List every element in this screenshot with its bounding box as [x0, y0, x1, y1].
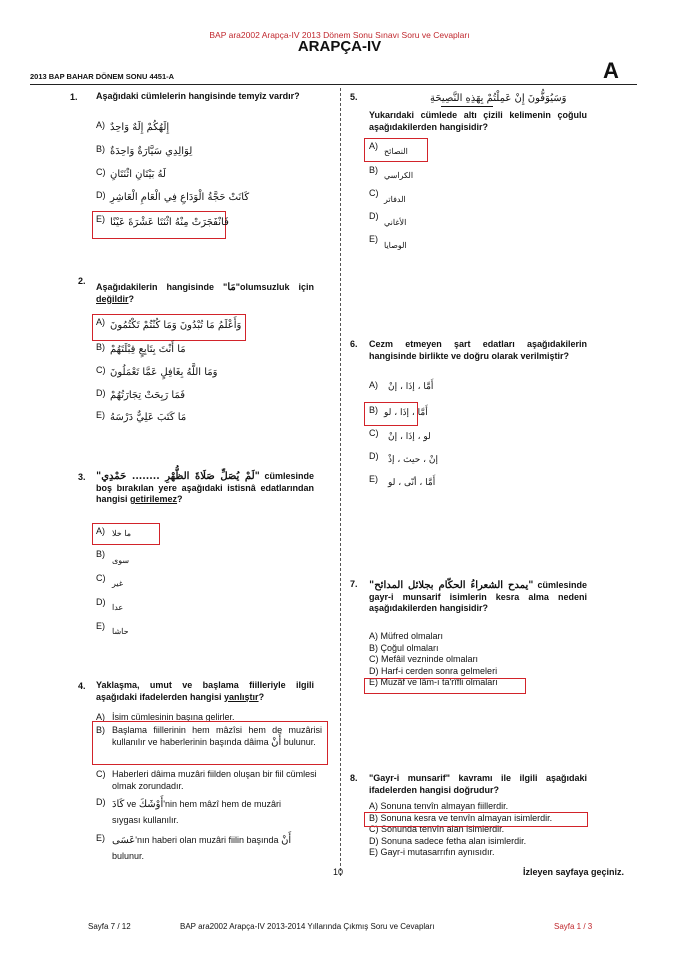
footer-right: Sayfa 1 / 3 — [554, 922, 593, 931]
option-letter: E) — [96, 833, 105, 843]
option-item[interactable]: D) Harf-i cerden sonra gelmeleri — [369, 665, 498, 676]
option-text[interactable]: لو ، إذَا ، إنْ — [388, 432, 431, 442]
option-text[interactable]: الوصايا — [384, 241, 407, 250]
option-text[interactable]: أَمَّا ، إذَا ، إنْ — [388, 382, 434, 392]
page-number: 10 — [333, 867, 344, 877]
option-letter: A) — [369, 380, 378, 390]
question-number: 7. — [350, 579, 358, 589]
question-number: 2. — [78, 276, 86, 286]
option-letter: E) — [96, 621, 105, 631]
option-text[interactable]: وَمَا اللَّهُ بِغَافِلٍ عَمَّا تَعْمَلُونَ — [110, 367, 218, 378]
option-letter: D) — [96, 388, 106, 398]
option-letter: C) — [96, 573, 106, 583]
option-item[interactable]: A) Müfred olmaları — [369, 631, 444, 641]
underline-mark — [441, 106, 493, 107]
option-text[interactable]: فَمَا رَبِحَتْ تِجَارَتُهُمْ — [110, 390, 186, 401]
option-letter: E) — [369, 234, 378, 244]
option-text[interactable]: سوى — [112, 556, 130, 565]
column-divider — [340, 88, 341, 876]
question-number: 4. — [78, 681, 86, 691]
header-top-line: BAP ara2002 Arapça-IV 2013 Dönem Sonu Sınavı Soru ve Cevapları — [209, 30, 470, 40]
option-text[interactable]: حاشا — [112, 627, 129, 636]
page-title: ARAPÇA-IV — [297, 38, 382, 55]
option-letter: A) — [96, 526, 105, 536]
option-text[interactable]: الكراسي — [384, 171, 414, 180]
option-text-line2: bulunur. — [112, 851, 145, 861]
option-text[interactable]: مَا أَنْتَ بِتَابِعٍ قِبْلَتَهُمْ — [110, 344, 186, 355]
option-letter: E) — [369, 474, 378, 484]
option-text[interactable]: Başlama fiillerinin hem mâzîsi hem de muzârisi kullanılır ve haberlerinin başında dâima أَنْ bulunur. — [112, 725, 322, 748]
question-number: 3. — [78, 472, 86, 482]
option-text[interactable]: أَمَّا ، إذَا ، لو — [384, 408, 428, 418]
next-page-note: İzleyen sayfaya geçiniz. — [523, 867, 625, 877]
option-text[interactable]: فَانْفَجَرَتْ مِنْهُ اثْنَتَا عَشْرَةَ عَيْنًا — [110, 217, 229, 228]
option-letter: D) — [369, 451, 379, 461]
option-letter: C) — [96, 769, 106, 779]
option-text[interactable]: كَانَتْ حَجَّةُ الْوَدَاعِ فِي الْعَامِ الْعَاشِرِ — [110, 192, 250, 203]
option-text[interactable]: لِوَالِدِي سَيَّارَةٌ وَاحِدَةٌ — [110, 146, 193, 157]
option-letter: E) — [96, 214, 105, 224]
option-text[interactable]: وَأَعْلَمُ مَا تُبْدُونَ وَمَا كُنْتُمْ تَكْتُمُونَ — [110, 320, 242, 331]
question-stem: "Gayr-i munsarif" kavramı ile ilgili aşağıdaki ifadelerden hangisi doğrudur? — [369, 773, 587, 795]
header-rule — [30, 84, 637, 85]
question-sentence: وَسَيُوَفُّونَ إِنْ عَمِلْتُمْ بِهَذِهِ النَّصِيحَةِ — [430, 93, 567, 104]
question-number: 6. — [350, 339, 358, 349]
footer-center: BAP ara2002 Arapça-IV 2013-2014 Yıllarında Çıkmış Soru ve Cevapları — [180, 922, 435, 931]
option-letter: D) — [369, 211, 379, 221]
question-stem: Aşağıdakilerin hangisinde "مَا"olumsuzluk için değildir? — [96, 282, 314, 304]
question-number: 8. — [350, 773, 358, 783]
booklet-letter: A — [603, 58, 619, 83]
option-letter: B) — [369, 405, 378, 415]
option-text[interactable]: أَمَّا ، أنّى ، لو — [388, 478, 436, 488]
option-text[interactable]: النصائح — [384, 147, 408, 156]
option-letter: D) — [96, 797, 106, 807]
question-number: 5. — [350, 92, 358, 102]
exam-code: 2013 BAP BAHAR DÖNEM SONU 4451-A — [30, 72, 175, 81]
question-stem: "لَمْ يُصَلِّ صَلَاةَ الظُّهْرِ ........ حَمْدِي" cümlesinde boş bırakılan yere aşağıdaki istisnâ edatlarından hangisi getirilemez? — [96, 471, 314, 504]
option-letter: B) — [96, 725, 105, 735]
option-letter: A) — [96, 317, 105, 327]
option-item[interactable]: C) Sonunda tenvîn alan isimlerdir. — [369, 824, 505, 834]
question-stem: Cezm etmeyen şart edatları aşağıdakilerin hangisinde birlikte ve doğru olarak verilmiştir? — [369, 339, 587, 361]
option-item[interactable]: C) Mefâil vezninde olmaları — [369, 654, 479, 664]
option-letter: C) — [96, 365, 106, 375]
footer-left: Sayfa 7 / 12 — [88, 922, 131, 931]
option-letter: C) — [369, 428, 379, 438]
option-letter: B) — [96, 342, 105, 352]
option-text[interactable]: ما خلا — [112, 529, 131, 538]
option-letter: B) — [369, 165, 378, 175]
option-letter: A) — [96, 712, 105, 722]
option-text[interactable]: الدفاتر — [384, 195, 406, 204]
option-letter: D) — [96, 190, 106, 200]
option-text[interactable]: إِلَهُكُمْ إِلَهٌ وَاحِدٌ — [110, 122, 170, 133]
option-letter: D) — [96, 597, 106, 607]
answer-highlight-box — [364, 678, 526, 694]
option-item[interactable]: E) Muzâf ve lâm-ı ta'rîfli olmaları — [369, 677, 498, 687]
question-stem: Yaklaşma, umut ve başlama fiilleriyle ilgili aşağıdaki ifadelerden hangisi yanlıştır? — [96, 680, 314, 702]
question-number: 1. — [70, 92, 78, 102]
option-text[interactable]: لَهُ بَيْتَانِ اثْنَتَانِ — [110, 169, 166, 180]
option-letter: B) — [96, 144, 105, 154]
option-text[interactable]: الأغاني — [384, 218, 407, 227]
option-text[interactable]: عَسَى'nın haberi olan muzâri fiilin başında أَنْ — [112, 835, 292, 846]
option-item[interactable]: A) Sonuna tenvîn almayan fiillerdir. — [369, 801, 509, 811]
option-item[interactable]: E) Gayr-i mutasarrıfın aynısıdır. — [369, 847, 495, 857]
option-text[interactable]: Haberleri dâima muzâri fiilden oluşan bir fiil cümlesi olmak zorundadır. — [112, 769, 317, 791]
option-item[interactable]: B) Sonuna kesra ve tenvîn almayan isimlerdir. — [369, 812, 553, 823]
option-letter: C) — [96, 167, 106, 177]
option-letter: B) — [96, 549, 105, 559]
option-text-line2: sıygası kullanılır. — [112, 815, 179, 825]
option-letter: A) — [96, 120, 105, 130]
option-letter: A) — [369, 141, 378, 151]
question-stem: Yukarıdaki cümlede altı çizili kelimenin çoğulu aşağıdakilerden hangisidir? — [369, 110, 587, 132]
option-text[interactable]: مَا كَتَبَ عَلِيٌّ دَرْسَهُ — [110, 412, 187, 423]
option-item[interactable]: D) Sonuna sadece fetha alan isimlerdir. — [369, 835, 527, 846]
option-list — [369, 801, 609, 859]
question-stem: Aşağıdaki cümlelerin hangisinde temyîz vardır? — [96, 91, 300, 101]
option-letter: C) — [369, 188, 379, 198]
option-letter: E) — [96, 410, 105, 420]
option-text[interactable]: إنْ ، حيث ، إذْ — [388, 455, 438, 465]
option-text[interactable]: غير — [112, 579, 124, 588]
option-text[interactable]: كَادَ ve أَوْشَكَ'nin hem mâzî hem de muzâri — [112, 799, 281, 810]
option-text[interactable]: عدا — [112, 603, 124, 612]
option-item[interactable]: B) Çoğul olmaları — [369, 642, 439, 653]
answer-highlight-box — [364, 812, 588, 827]
option-text[interactable]: İsim cümlesinin başına gelirler. — [112, 712, 235, 722]
question-stem: "يمدح الشعراءُ الحكّام بجلائل المدائح" cümlesinde gayr-i munsarif isimlerin kesra alma nedeni aşağıdakilerden hangisidir? — [369, 580, 587, 613]
